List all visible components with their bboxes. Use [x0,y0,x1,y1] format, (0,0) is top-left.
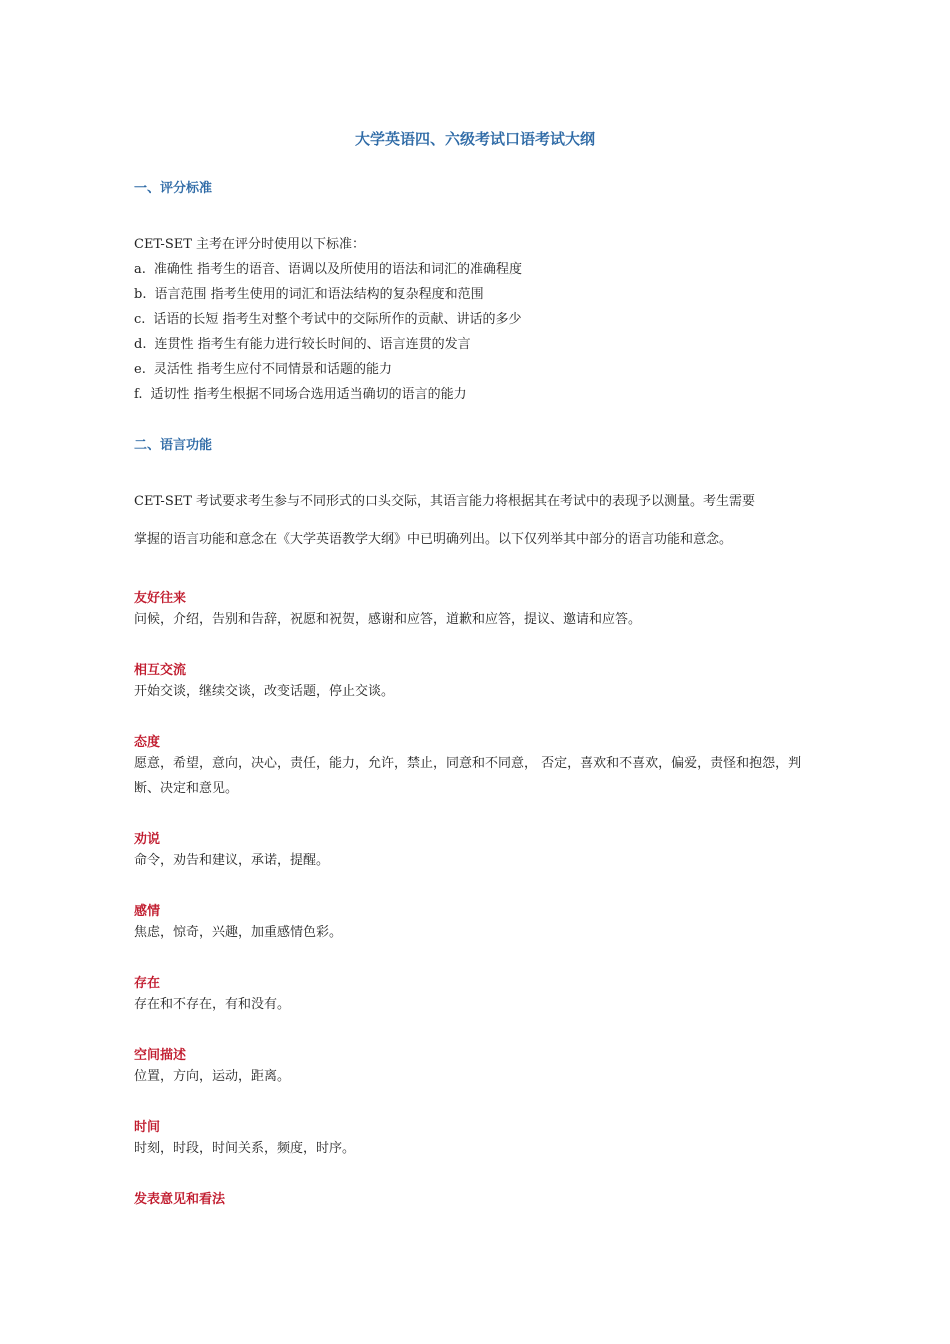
scoring-intro: CET-SET 主考在评分时使用以下标准： [134,237,366,252]
criteria-text: 话语的长短 指考生对整个考试中的交际所作的贡献、讲话的多少 [153,312,522,327]
function-description: 焦虑，惊奇，兴趣，加重感情色彩。 [134,925,343,940]
function-description: 开始交谈，继续交谈，改变话题，停止交谈。 [134,684,395,699]
functions-intro-line: CET-SET 考试要求考生参与不同形式的口头交际，其语言能力将根据其在考试中的表现予以测量。考生需要 [134,494,756,509]
criteria-letter: a. [134,262,146,277]
criteria-item [134,261,522,279]
function-heading: 时间 [134,1120,161,1135]
criteria-letter: e. [134,362,146,377]
criteria-text: 准确性 指考生的语音、语调以及所使用的语法和词汇的准确程度 [153,262,523,277]
function-heading: 感情 [134,904,161,919]
function-heading: 发表意见和看法 [134,1192,226,1207]
section-heading-language-functions: 二、语言功能 [134,438,213,453]
criteria-text: 适切性 指考生根据不同场合选用适当确切的语言的能力 [150,387,467,402]
function-description: 存在和不存在，有和没有。 [134,997,291,1012]
function-heading: 空间描述 [134,1048,187,1063]
criteria-item [134,286,484,304]
function-heading: 存在 [134,976,161,991]
functions-intro-line: 掌握的语言功能和意念在《大学英语教学大纲》中已明确列出。以下仅列举其中部分的语言功能和意念。 [134,532,733,547]
section-heading-scoring: 一、评分标准 [134,181,213,196]
criteria-item [134,336,471,354]
function-description: 问候，介绍，告别和告辞，祝愿和祝贺，感谢和应答，道歉和应答，提议、邀请和应答。 [134,612,642,627]
criteria-letter: f. [134,387,143,402]
function-description: 位置，方向，运动，距离。 [134,1069,291,1084]
function-description: 愿意，希望，意向，决心，责任，能力，允许，禁止，同意和不同意， 否定，喜欢和不喜欢，偏爱，责怪和抱怨，判断、决定和意见。 [134,756,802,796]
function-heading: 友好往来 [134,591,187,606]
criteria-item [134,311,522,329]
criteria-item [134,386,467,404]
function-description: 命令，劝告和建议，承诺，提醒。 [134,853,330,868]
criteria-letter: b. [134,287,147,302]
criteria-letter: d. [134,337,147,352]
function-description: 时刻，时段，时间关系，频度，时序。 [134,1141,356,1156]
function-heading: 劝说 [134,832,161,847]
criteria-text: 语言范围 指考生使用的词汇和语法结构的复杂程度和范围 [154,287,484,302]
criteria-item [134,361,392,379]
criteria-text: 连贯性 指考生有能力进行较长时间的、语言连贯的发言 [154,337,471,352]
function-heading: 相互交流 [134,663,187,678]
document-title: 大学英语四、六级考试口语考试大纲 [354,130,595,148]
criteria-text: 灵活性 指考生应付不同情景和话题的能力 [153,362,392,377]
function-heading: 态度 [134,735,161,750]
criteria-letter: c. [134,312,146,327]
